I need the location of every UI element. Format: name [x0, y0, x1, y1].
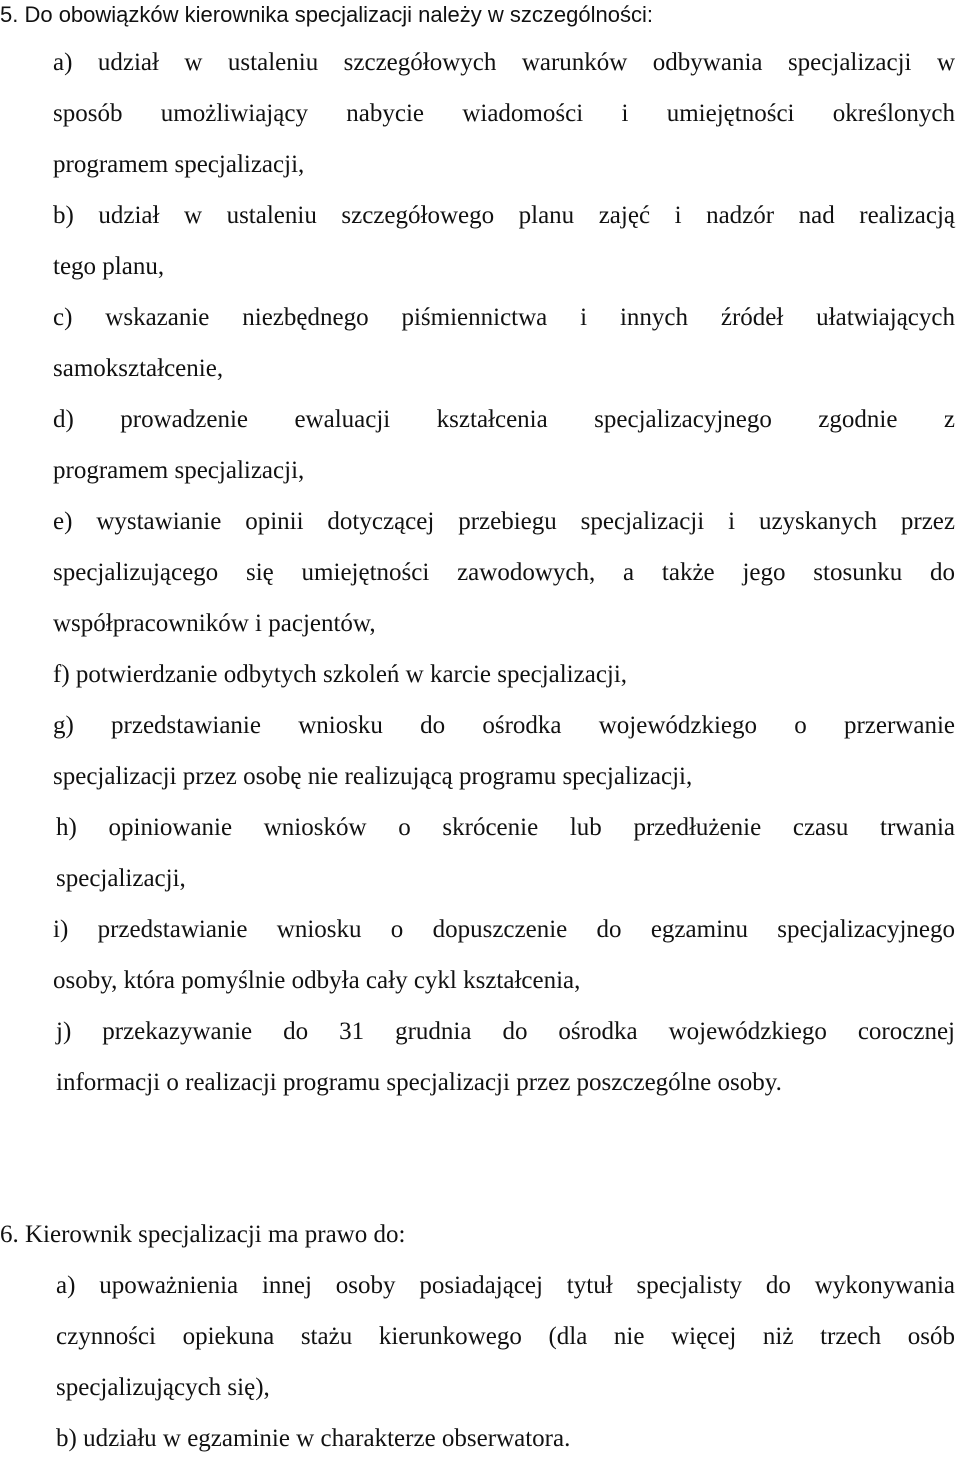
item-5i-line-2: osoby, która pomyślnie odbyła cały cykl kształcenia, — [53, 967, 581, 994]
item-5b-line-2: tego planu, — [53, 253, 165, 280]
item-5d-line-2: programem specjalizacji, — [53, 457, 305, 484]
item-5g-line-2: specjalizacji przez osobę nie realizującą programu specjalizacji, — [53, 763, 693, 790]
item-5a-line-1: a) udział w ustaleniu szczegółowych warunków odbywania specjalizacji w — [53, 49, 955, 76]
item-5j-line-2: informacji o realizacji programu specjalizacji przez poszczególne osoby. — [56, 1069, 782, 1096]
item-5e-line-1: e) wystawianie opinii dotyczącej przebiegu specjalizacji i uzyskanych przez — [53, 508, 955, 535]
item-6a-line-3: specjalizujących się), — [56, 1374, 270, 1401]
item-5h-line-1: h) opiniowanie wniosków o skrócenie lub przedłużenie czasu trwania — [56, 814, 955, 841]
item-5c-line-2: samokształcenie, — [53, 355, 224, 382]
item-5e-line-2: specjalizującego się umiejętności zawodowych, a także jego stosunku do — [53, 559, 955, 586]
item-5h-line-2: specjalizacji, — [56, 865, 186, 892]
item-6a-line-2: czynności opiekuna stażu kierunkowego (dla nie więcej niż trzech osób — [56, 1323, 955, 1350]
item-5b-line-1: b) udział w ustaleniu szczegółowego planu zajęć i nadzór nad realizacją — [53, 202, 955, 229]
item-5g-line-1: g) przedstawianie wniosku do ośrodka wojewódzkiego o przerwanie — [53, 712, 955, 739]
section-6-heading: 6. Kierownik specjalizacji ma prawo do: — [0, 1221, 406, 1248]
item-5c-line-1: c) wskazanie niezbędnego piśmiennictwa i innych źródeł ułatwiających — [53, 304, 955, 331]
item-5e-line-3: współpracowników i pacjentów, — [53, 610, 376, 637]
item-5j-line-1: j) przekazywanie do 31 grudnia do ośrodka wojewódzkiego corocznej — [56, 1018, 955, 1045]
item-5i-line-1: i) przedstawianie wniosku o dopuszczenie do egzaminu specjalizacyjnego — [53, 916, 955, 943]
item-6b-line-1: b) udziału w egzaminie w charakterze obserwatora. — [56, 1425, 571, 1452]
item-5a-line-3: programem specjalizacji, — [53, 151, 305, 178]
item-5a-line-2: sposób umożliwiający nabycie wiadomości i umiejętności określonych — [53, 100, 955, 127]
section-5-heading: 5. Do obowiązków kierownika specjalizacji należy w szczególności: — [0, 2, 653, 27]
item-5f-line-1: f) potwierdzanie odbytych szkoleń w karcie specjalizacji, — [53, 661, 628, 688]
item-6a-line-1: a) upoważnienia innej osoby posiadającej tytuł specjalisty do wykonywania — [56, 1272, 955, 1299]
item-5d-line-1: d) prowadzenie ewaluacji kształcenia specjalizacyjnego zgodnie z — [53, 406, 955, 433]
